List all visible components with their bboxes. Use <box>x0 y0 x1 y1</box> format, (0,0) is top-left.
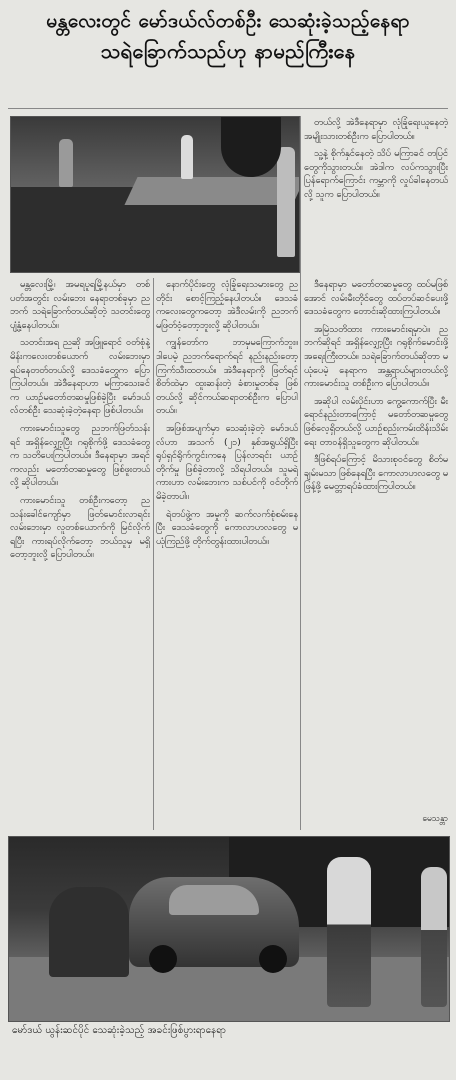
person-figure <box>277 147 295 257</box>
paragraph: အမြဲသတိထား ကားမောင်းရမှာပဲ။ ညဘက်ဆိုရင် အရှိန်လျှော့ပြီး ဂရုစိုက်မောင်းဖို့ အရေးကြီးတယ်။ သရဲခြောက်တယ်ဆိုတာ မယုံပေမဲ့ နေရာက အန္တရာယ်များတယ်လို့ ကားမောင်းသူ တစ်ဦးက ပြောပါတယ်။ <box>304 323 448 390</box>
paragraph: ကားမောင်းသူတွေ ညဘက်ဖြတ်သန်းရင် အရှိန်လျှော့ပြီး ဂရုစိုက်ဖို့ ဒေသခံတွေက သတိပေးကြပါတယ်။ ဒီနေရာမှာ အရင်ကလည်း မတော်တဆမှုတွေ ဖြစ်ဖူးတယ်လို့ ဆိုပါတယ်။ <box>10 422 150 489</box>
headline <box>8 6 448 66</box>
article-column-2 <box>156 278 298 830</box>
paragraph: သတင်းအရ ညဆို အဖြူရောင် ဝတ်စုံနဲ့ မိန်းကလေးတစ်ယောက် လမ်းဘေးမှာ ရပ်နေတတ်တယ်လို့ ဒေသခံတွေက ပြောကြပါတယ်။ အဲဒီနေရာဟာ မကြာသေးခင်က ယာဉ်မတော်တဆမှုဖြစ်ခဲ့ပြီး မော်ဒယ်လ်တစ်ဦး သေဆုံးခဲ့တဲ့နေရာ ဖြစ်ပါတယ်။ <box>10 337 150 417</box>
person-figure <box>421 867 447 1007</box>
article-column-3 <box>304 278 448 830</box>
car-wheel <box>259 945 287 973</box>
headline-line-1: မန္တလေးတွင် မော်ဒယ်လ်တစ်ဦး သေဆုံးခဲ့သည့်နေရာ <box>46 10 410 32</box>
paragraph: သူ့နဲ့ စိုက်နှင်နေတဲ့ သိပ် မကြာခင် တပြင်တွေကိုသွားတယ်။ အဲဒါက လပ်ကသွားပြီး ပြန်ရောက်ကြောင်း ကမ္ဘာကို လှုပ်ခါနေတယ်လို့ သူက ပြောပါတယ်။ <box>304 148 448 200</box>
sidewalk <box>124 177 300 205</box>
article-column-1 <box>10 278 150 830</box>
photo-caption: မော်ဒယ် ယွန်းဆင်ပိုင် သေဆုံးခဲ့သည့် အခင်းဖြစ်ပွားရာနေရာ <box>12 1025 227 1036</box>
car-windshield <box>169 885 259 915</box>
column-divider <box>300 116 301 830</box>
paragraph: မန္တလေးမြို့၊ အမရပူရမြို့နယ်မှာ တစ်ပတ်အတွင်း လမ်းဘေး နေရာတစ်ခုမှာ ညဘက် သရဲခြောက်တယ်ဆိုတဲ့ သတင်းတွေ ပျံ့နှံ့နေပါတယ်။ <box>10 279 150 331</box>
paragraph: အဖြစ်အပျက်မှာ သေဆုံးခဲ့တဲ့ မော်ဒယ်လ်ဟာ အသက် (၂၁) နှစ်အရွယ်ရှိပြီး ရုပ်ရှင်ရိုက်ကွင်းကနေ ပြန်လာရင်း ယာဉ်တိုက်မှု ဖြစ်ခဲ့တာလို့ သိရပါတယ်။ သူမရဲ့ ကားဟာ လမ်းဘေးက သစ်ပင်ကို ဝင်တိုက်မိခဲ့တာပါ။ <box>156 422 298 502</box>
paragraph: ဒီဖြစ်ရပ်ကြောင့် မိသားစုဝင်တွေ စိတ်မချမ်းမသာ ဖြစ်နေရပြီး ကောလာဟလတွေ မဖြန့်ဖို့ မေတ္တာရပ်ခံထားကြပါတယ်။ <box>304 454 448 493</box>
car-wheel <box>149 945 177 973</box>
street-night-photo <box>10 116 300 273</box>
paragraph: တယ်လို့ အဲဒီနေရာမှာ လုံခြုံရေးယူနေတဲ့ အမျိုးသားတစ်ဦးက ပြောပါတယ်။ <box>304 117 448 142</box>
paragraph: နောက်ပိုင်းတွေ လုံခြုံရေးသမားတွေ ညတိုင်း စောင့်ကြည့်နေပါတယ်။ ဒေသခံ ကလေးတွေကတော့ အဲဒီလမ်းကို ညဘက် မဖြတ်ဝံ့တော့ဘူးလို့ ဆိုပါတယ်။ <box>156 279 298 331</box>
column-divider <box>153 278 154 830</box>
crowd-silhouette <box>49 887 129 977</box>
paragraph: အဆိုပါ လမ်းပိုင်းဟာ ကွေ့ကောက်ပြီး မီးရောင်နည်းတာကြောင့် မတော်တဆမှုတွေ ဖြစ်လေ့ရှိတယ်လို့ ယာဉ်စည်းကမ်းထိန်းသိမ်းရေး တာဝန်ရှိသူတွေက ဆိုပါတယ်။ <box>304 395 448 448</box>
paragraph: ရဲတပ်ဖွဲ့က အမှုကို ဆက်လက်စုံစမ်းနေပြီး ဒေသခံတွေကို ကောလာဟလတွေ မယုံကြည်ဖို့ တိုက်တွန်းထားပါတယ်။ <box>156 508 298 547</box>
headline-rule <box>8 108 448 109</box>
tree-silhouette <box>221 117 281 177</box>
accident-scene-photo <box>8 836 450 1022</box>
headline-line-2: သရဲခြောက်သည်ဟု နာမည်ကြီးနေ <box>100 39 356 63</box>
paragraph: ကားမောင်းသူ တစ်ဦးကတော့ ညသန်းခေါင်ကျော်မှာ ဖြတ်မောင်းလာရင်း လမ်းဘေးမှာ လူတစ်ယောက်ကို မြင်လိုက်ရပြီး ကားရပ်လိုက်တော့ ဘယ်သူမှ မရှိတော့ဘူးလို့ ပြောပါတယ်။ <box>10 494 150 561</box>
article-column-right-top <box>304 116 448 272</box>
person-figure <box>327 857 371 1007</box>
paragraph: ကျွန်တော်က ဘာမှမကြောက်ဘူး။ ဒါပေမဲ့ ညဘက်ရောက်ရင် နည်းနည်းတော့ ကြက်သီးထတယ်။ အဲဒီနေရာကို ဖြတ်ရင် စိတ်ထဲမှာ ထူးဆန်းတဲ့ ခံစားမှုတစ်ခု ဖြစ်တယ်လို့ ဆိုင်ကယ်ဆရာတစ်ဦးက ပြောပါတယ်။ <box>156 337 298 417</box>
person-figure <box>59 139 73 187</box>
person-figure <box>181 135 193 179</box>
paragraph: ဒီနေရာမှာ မတော်တဆမှုတွေ ထပ်မဖြစ်အောင် လမ်းမီးတိုင်တွေ ထပ်တပ်ဆင်ပေးဖို့ ဒေသခံတွေက တောင်းဆိုထားကြပါတယ်။ <box>304 279 448 318</box>
byline: မေသန္တာ <box>422 814 448 824</box>
